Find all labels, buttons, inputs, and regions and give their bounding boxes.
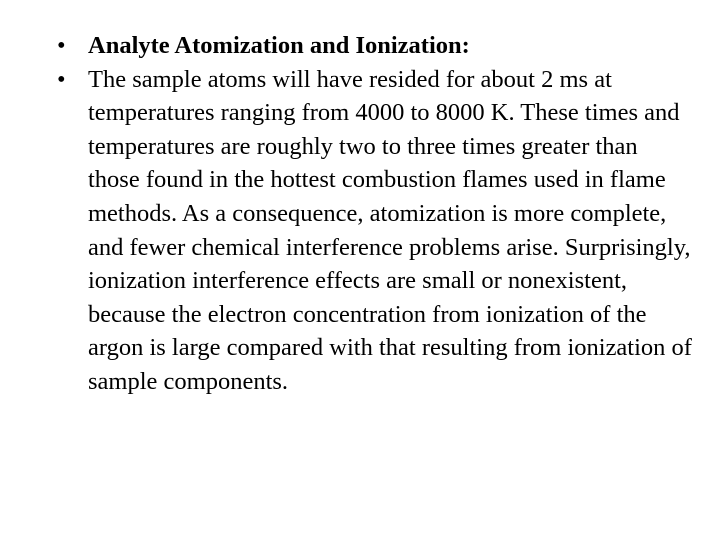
bullet-body: [54, 63, 694, 399]
bullet-marker: •: [57, 65, 66, 93]
bullet-marker: •: [57, 32, 66, 59]
bullet-list: [54, 29, 694, 399]
heading-text: Analyte Atomization and Ionization:: [88, 32, 470, 59]
bullet-heading: [54, 29, 694, 63]
body-text: The sample atoms will have resided for about 2 ms at temperatures ranging from 4000 to 8000 K. These times and temperatures are roughly two to three times greater than those found in the hottest combustion flames used in flame methods. As a consequence, atomization is more complete, and fewer chemical interference problems arise. Surprisingly, ionization interference effects are small or nonexistent, because the electron concentration from ionization of the argon is large compared with that resulting from ionization of sample components.: [88, 65, 692, 395]
